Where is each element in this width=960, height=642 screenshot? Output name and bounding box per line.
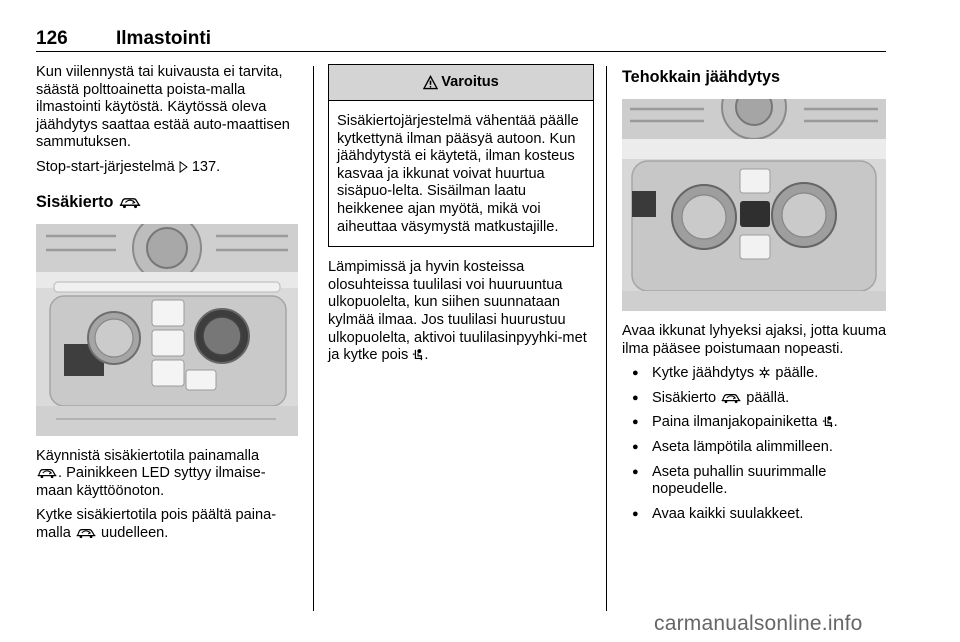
list-item-text: Kytke jäähdytys (652, 365, 755, 382)
paragraph (36, 159, 302, 177)
recirculation-car-icon (36, 467, 58, 479)
list-item-text: Aseta puhallin suurimmalle nopeudelle. (652, 463, 827, 498)
warning-title: Varoitus (441, 73, 499, 90)
paragraph-text: . Painikkeen LED syttyy ilmaise-maan käyttöönoton. (36, 465, 266, 499)
list-item-text: Avaa kaikki suulakkeet. (652, 505, 804, 522)
list-item (622, 439, 888, 457)
paragraph: Avaa ikkunat lyhyeksi ajaksi, jotta kuuma ilma pääsee poistumaan nopeasti. (622, 323, 887, 357)
subheading (36, 192, 302, 212)
list-item (622, 365, 888, 383)
page-header (36, 28, 886, 52)
warning-box (328, 64, 594, 247)
list-item-text: Aseta lämpötila alimmilleen. (652, 438, 833, 455)
column-middle (328, 64, 594, 372)
page-number: 126 (36, 28, 68, 49)
snowflake-icon (758, 366, 771, 379)
bullet-list (622, 365, 888, 523)
column-left (36, 64, 302, 550)
control-panel-photo-closeup (622, 99, 886, 311)
list-item (622, 464, 888, 499)
subheading: Tehokkain jäähdytys (622, 68, 781, 86)
paragraph-text: Stop-start-järjestelmä (36, 158, 175, 175)
control-panel-photo (36, 224, 298, 436)
column-right (622, 64, 888, 530)
recirculation-car-icon (75, 527, 97, 539)
column-divider (313, 66, 314, 611)
list-item-text: päällä. (746, 389, 790, 406)
list-item (622, 506, 888, 524)
paragraph (36, 507, 302, 542)
paragraph-text: uudelleen. (101, 524, 169, 541)
warning-triangle-icon (423, 75, 438, 90)
paragraph (328, 259, 594, 365)
list-item-text: . (833, 414, 838, 431)
paragraph-text: Käynnistä sisäkiertotila painamalla (36, 447, 260, 464)
watermark: carmanualsonline.info (654, 612, 863, 635)
paragraph (36, 448, 302, 501)
paragraph-text: . (424, 347, 429, 364)
warning-header (329, 65, 593, 101)
section-title: Ilmastointi (116, 28, 212, 49)
subheading-text: Sisäkierto (36, 192, 114, 211)
paragraph: Kun viilennystä tai kuivausta ei tarvita, säästä polttoainetta poista-malla ilmastointi käytöstä. Käytössä oleva jäähdytys saattaa estää auto-maattisen sammutuksen. (36, 64, 290, 151)
seated-person-airflow-icon (822, 416, 834, 428)
list-item (622, 414, 888, 432)
list-item-text: Sisäkierto (652, 389, 717, 406)
seated-person-airflow-icon (412, 349, 424, 361)
list-item-text: päälle. (775, 365, 819, 382)
arrow-right-icon (179, 161, 188, 173)
recirculation-car-icon (720, 392, 742, 404)
warning-body: Sisäkiertojärjestelmä vähentää päälle kytkettynä ilman pääsyä autoon. Kun jäähdytystä ei käytetä, ilman kosteus kasvaa ja ikkunat voivat huurtua sisäpuo-lelta. Sisäilman laatu heikkenee ajan myötä, mikä voi aiheuttaa väsymystä matkustajille. (337, 113, 579, 235)
paragraph-text: Lämpimissä ja hyvin kosteissa olosuhteissa tuulilasi voi huuruuntua ulkopuolelta, kun siihen suunnataan kylmää ilmaa. Jos tuulilasi huurustuu ulkopuolelta, aktivoi tuulilasinpyyhki-met ja kytke pois (328, 259, 587, 364)
page-reference: 137. (191, 158, 221, 175)
recirculation-car-icon (118, 196, 142, 209)
list-item (622, 390, 888, 408)
paragraph-text: Kytke sisäkiertotila pois päältä paina-malla (36, 507, 277, 541)
column-divider (606, 66, 607, 611)
list-item-text: Paina ilmanjakopainiketta (652, 414, 818, 431)
